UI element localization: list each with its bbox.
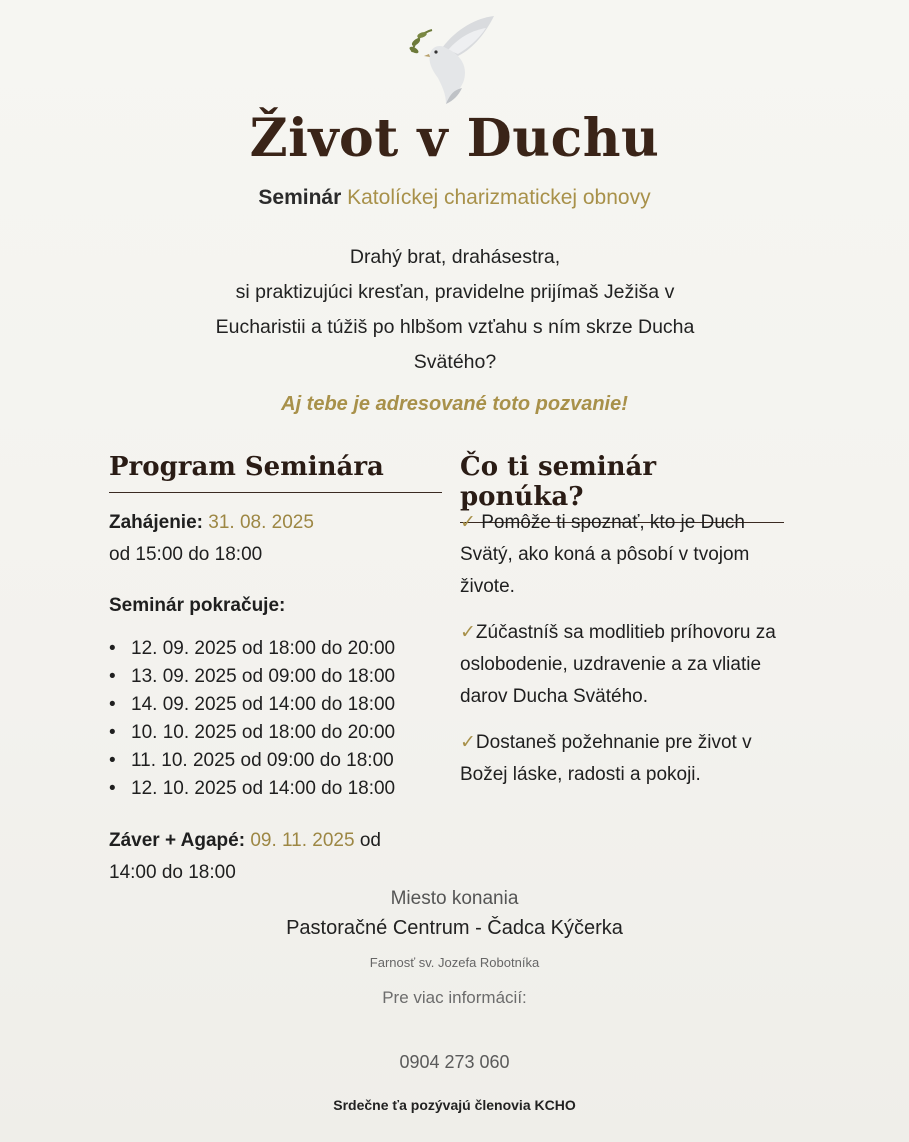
program-section xyxy=(109,507,449,889)
subtitle-organization: Katolíckej charizmatickej obnovy xyxy=(347,186,651,209)
invitation-line: Aj tebe je adresované toto pozvanie! xyxy=(281,393,628,415)
start-time: od 15:00 do 18:00 xyxy=(109,544,263,565)
flyer-subtitle xyxy=(0,186,909,210)
program-heading: Program Seminára xyxy=(109,452,442,493)
venue-label: Miesto konania xyxy=(390,888,519,909)
program-start xyxy=(109,507,449,539)
list-item: • 12. 09. 2025 od 18:00 do 20:00 xyxy=(131,635,449,663)
dove-with-olive-branch-icon xyxy=(402,8,498,104)
offer-item: ✓Zúčastníš sa modlitieb príhovoru za oslobodenie, uzdravenie a za vliatie darov Ducha Svätého. xyxy=(460,622,776,707)
program-end xyxy=(109,825,449,889)
end-suffix: od xyxy=(359,830,381,851)
signature-line: Srdečne ťa pozývajú členovia KCHO xyxy=(333,1097,576,1113)
session-list xyxy=(109,635,449,803)
list-item: • 10. 10. 2025 od 18:00 do 20:00 xyxy=(131,719,449,747)
start-label: Zahájenie: xyxy=(109,512,203,533)
bullet-icon: • xyxy=(109,694,116,715)
end-time: 14:00 do 18:00 xyxy=(109,862,236,883)
bullet-icon: • xyxy=(109,666,116,687)
list-item: • 12. 10. 2025 od 14:00 do 18:00 xyxy=(131,775,449,803)
end-label: Záver + Agapé: xyxy=(109,830,246,851)
bullet-icon: • xyxy=(109,722,116,743)
intro-text xyxy=(150,240,760,380)
end-date: 09. 11. 2025 xyxy=(250,830,355,851)
phone-number: 0904 273 060 xyxy=(399,1052,510,1072)
intro-line: Svätého? xyxy=(413,351,497,373)
subtitle-seminar: Seminár xyxy=(258,186,342,209)
offer-section xyxy=(460,507,790,805)
parish-name: Farnosť sv. Jozefa Robotníka xyxy=(369,955,540,970)
bullet-icon: • xyxy=(109,778,116,799)
bullet-icon: • xyxy=(109,638,116,659)
info-label: Pre viac informácií: xyxy=(382,988,527,1007)
flyer-title: Život v Duchu xyxy=(249,108,660,169)
continues-label: Seminár pokračuje: xyxy=(109,595,286,616)
list-item: • 13. 09. 2025 od 09:00 do 18:00 xyxy=(131,663,449,691)
checkmark-icon: ✓ xyxy=(460,512,476,533)
intro-line: si praktizujúci kresťan, pravidelne prijímaš Ježiša v xyxy=(235,281,675,303)
offer-item: ✓ Pomôže ti spoznať, kto je Duch Svätý, ako koná a pôsobí v tvojom živote. xyxy=(460,512,750,597)
list-item: • 11. 10. 2025 od 09:00 do 18:00 xyxy=(131,747,449,775)
venue-name: Pastoračné Centrum - Čadca Kýčerka xyxy=(286,917,623,939)
checkmark-icon: ✓ xyxy=(460,622,476,643)
intro-line: Drahý brat, drahásestra, xyxy=(349,246,561,268)
bullet-icon: • xyxy=(109,750,116,771)
intro-line: Eucharistii a túžiš po hlbšom vzťahu s ním skrze Ducha xyxy=(215,316,695,338)
offer-heading: Čo ti seminár ponúka? xyxy=(460,452,784,523)
start-date: 31. 08. 2025 xyxy=(208,512,314,533)
checkmark-icon: ✓ xyxy=(460,732,476,753)
list-item: • 14. 09. 2025 od 14:00 do 18:00 xyxy=(131,691,449,719)
offer-item: ✓Dostaneš požehnanie pre život v Božej láske, radosti a pokoji. xyxy=(460,732,752,785)
